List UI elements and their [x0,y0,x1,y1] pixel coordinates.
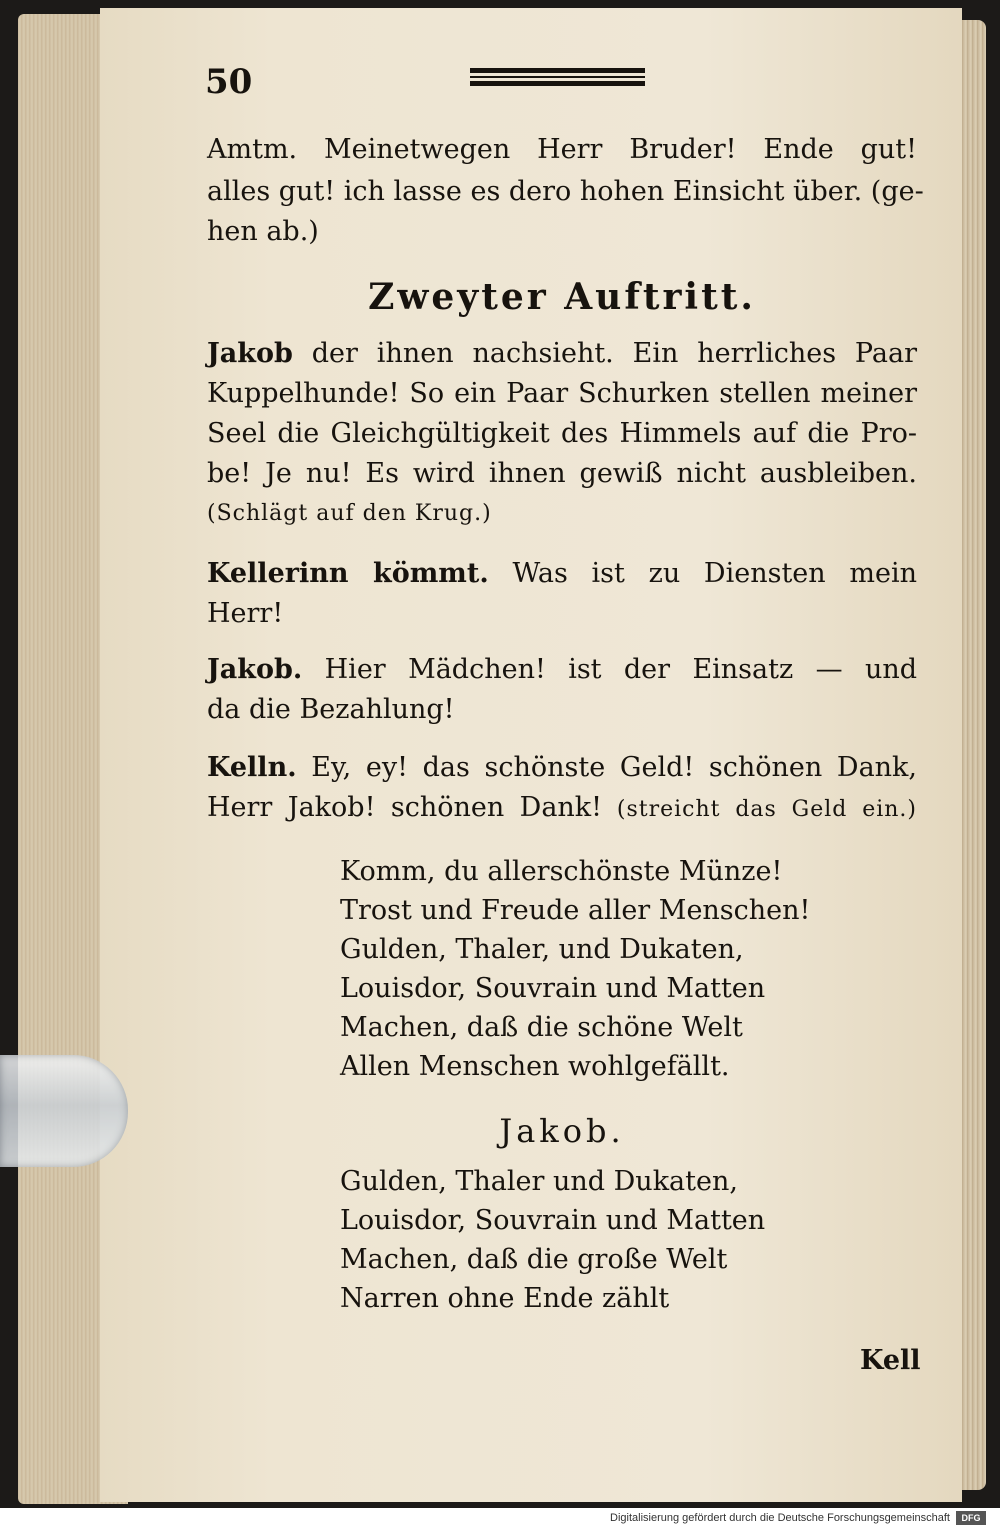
dialogue-text: Ey, ey! das schönste Geld! schönen Dank, [296,752,917,783]
verse-speaker-heading: Jakob. [499,1112,625,1150]
catchword: Kell [860,1345,921,1376]
dialogue-text: Hier Mädchen! ist der Einsatz — und [302,654,917,685]
speaker-name: Jakob. [207,654,303,685]
text-line-14 [207,788,917,830]
text-line-3: hen ab.) [207,216,319,247]
verse-1-line-5: Machen, daß die schöne Welt [340,1012,743,1043]
verse-2-line-2: Louisdor, Souvrain und Matten [340,1205,766,1236]
stage-direction: der ihnen nachsieht. Ein herrliches Paar [292,338,917,369]
verse-1-line-1: Komm, du allerschönste Münze! [340,856,783,887]
page-number: 50 [205,62,253,102]
stage-direction: (streicht das Geld ein.) [602,797,918,822]
text-line-12: da die Bezahlung! [207,694,455,725]
text-line-9 [207,554,917,594]
speaker-name: Jakob [207,338,293,369]
text-line-11 [207,650,917,690]
dialogue-text: Herr Jakob! schönen Dank! [207,792,603,823]
verse-1-line-3: Gulden, Thaler, und Dukaten, [340,934,744,965]
digitization-credit: Digitalisierung gefördert durch die Deutsche Forschungsgemeinschaft [610,1512,950,1524]
text-line-10: Herr! [207,598,284,629]
right-page-edges [958,20,986,1490]
text-line-4 [207,334,917,374]
page-clip [0,1055,128,1167]
text-line-2: alles gut! ich lasse es dero hohen Einsicht über. (ge- [207,176,924,207]
text-line-6: Seel die Gleichgültigkeit des Himmels auf die Pro- [207,418,917,449]
speaker-name: Kelln. [207,752,297,783]
scene-heading: Zweyter Auftritt. [368,276,756,318]
dialogue-text: Was ist zu Diensten mein [488,558,917,589]
verse-2-line-3: Machen, daß die große Welt [340,1244,728,1275]
dfg-logo-icon: DFG [956,1511,986,1525]
text-line-7: be! Je nu! Es wird ihnen gewiß nicht ausbleiben. [207,458,917,489]
verse-1-line-6: Allen Menschen wohlgefällt. [340,1051,730,1082]
verse-2-line-4: Narren ohne Ende zählt [340,1283,670,1314]
verse-1-line-2: Trost und Freude aller Menschen! [340,895,811,926]
verse-1-line-4: Louisdor, Souvrain und Matten [340,973,766,1004]
text-line-1: Amtm. Meinetwegen Herr Bruder! Ende gut! [207,134,917,165]
speaker-name: Kellerinn kömmt. [207,558,489,589]
text-line-5: Kuppelhunde! So ein Paar Schurken stellen meiner [207,378,917,409]
text-line-8: (Schlägt auf den Krug.) [207,501,492,526]
header-rule [470,68,645,86]
verse-2-line-1: Gulden, Thaler und Dukaten, [340,1166,738,1197]
text-line-13 [207,748,917,788]
